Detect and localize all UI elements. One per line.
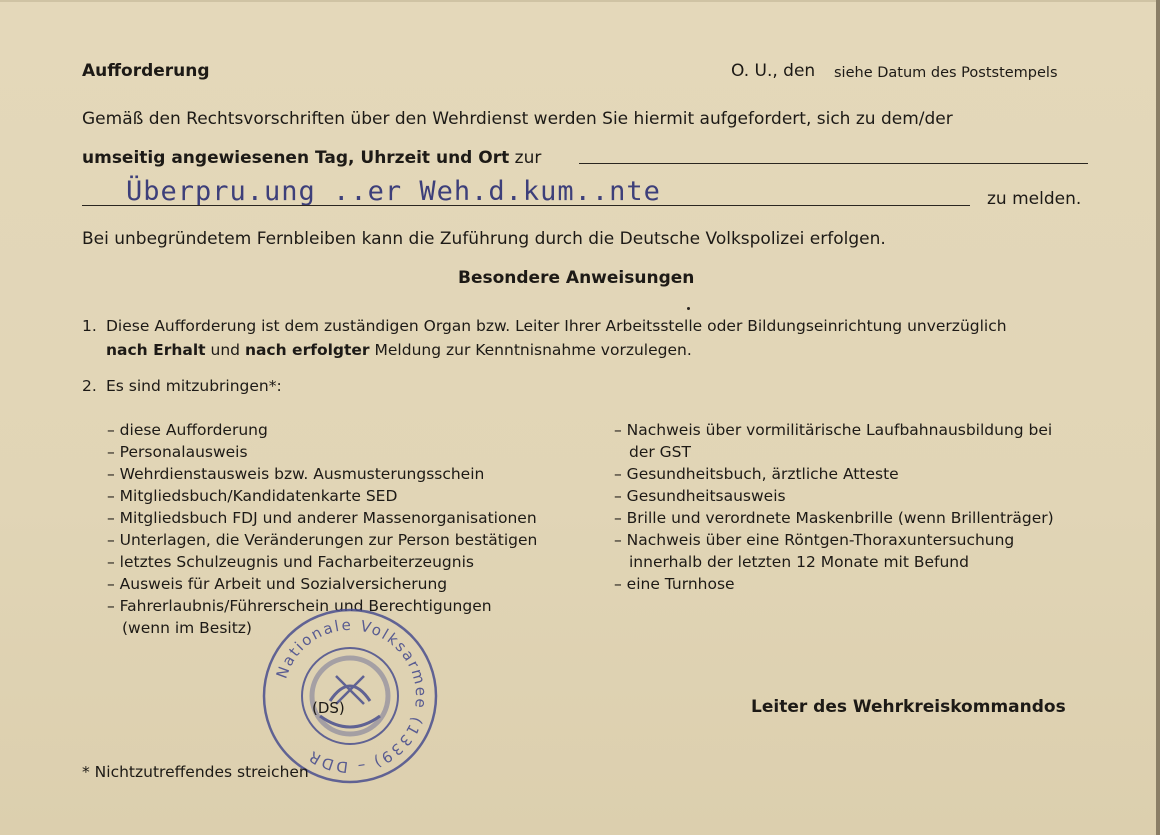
right-item: – Nachweis über eine Röntgen-Thoraxuntersuchung (614, 531, 1015, 549)
document-title: Aufforderung (82, 61, 210, 81)
right-item: – Gesundheitsausweis (614, 487, 786, 505)
fill-line-place (579, 163, 1088, 164)
right-item: – Brille und verordnete Maskenbrille (wenn Brillenträger) (614, 509, 1054, 527)
footnote: * Nichtzutreffendes streichen (82, 763, 309, 781)
point-1-number: 1. (82, 317, 97, 335)
left-item: – Mitgliedsbuch/Kandidatenkarte SED (107, 487, 398, 505)
signature-title: Leiter des Wehrkreiskommandos (751, 697, 1066, 717)
point-1-bold-b: nach erfolgter (244, 341, 370, 359)
point-1-line-1: Diese Aufforderung ist dem zuständigen Organ bzw. Leiter Ihrer Arbeitsstelle oder Bildungseinrichtung unverzüglich (106, 317, 1007, 335)
right-item-continuation: innerhalb der letzten 12 Monate mit Befund (629, 553, 969, 571)
point-1-mid: und (210, 341, 240, 359)
left-item: – diese Aufforderung (107, 421, 268, 439)
left-item: – Mitgliedsbuch FDJ und anderer Massenorganisationen (107, 509, 537, 527)
svg-text:Nationale Volksarmee (1339) – (273, 616, 431, 776)
intro-line-4: Bei unbegründetem Fernbleiben kann die Zuführung durch die Deutsche Volkspolizei erfolgen. (82, 229, 886, 249)
point-2-number: 2. (82, 377, 97, 395)
left-item: – Fahrerlaubnis/Führerschein und Berechtigungen (107, 597, 492, 615)
intro-line-2 (82, 148, 541, 168)
point-1-bold-a: nach Erhalt (106, 341, 206, 359)
card-edge-top (0, 0, 1160, 2)
point-1-rest: Meldung zur Kenntnisnahme vorzulegen. (374, 341, 692, 359)
left-item: – Ausweis für Arbeit und Sozialversicherung (107, 575, 448, 593)
right-item: – Nachweis über vormilitärische Laufbahnausbildung bei (614, 421, 1053, 439)
left-item: – Personalausweis (107, 443, 248, 461)
seal-center-text: (DS) (312, 699, 345, 717)
point-1-line-2 (106, 340, 692, 360)
right-item: – Gesundheitsbuch, ärztliche Atteste (614, 465, 899, 483)
left-item: – Unterlagen, die Veränderungen zur Person bestätigen (107, 531, 538, 549)
right-item: – eine Turnhose (614, 575, 735, 593)
left-item-continuation: (wenn im Besitz) (122, 619, 252, 637)
fill-line-purpose (82, 205, 970, 206)
seal-ring-text: Nationale Volksarmee (1339) – DDR (272, 615, 431, 777)
intro-line-2-rest: zur (514, 148, 542, 168)
intro-line-2-bold: umseitig angewiesenen Tag, Uhrzeit und Ort (82, 148, 510, 168)
ink-dot (687, 307, 690, 310)
right-item-continuation: der GST (629, 443, 691, 461)
date-note: siehe Datum des Poststempels (834, 65, 1058, 81)
intro-line-1: Gemäß den Rechtsvorschriften über den Wehrdienst werden Sie hiermit aufgefordert, sich zu dem/der (82, 109, 953, 129)
card-edge-right (1156, 0, 1160, 835)
official-seal (260, 606, 440, 786)
left-item: – Wehrdienstausweis bzw. Ausmusterungsschein (107, 465, 485, 483)
point-2-label: Es sind mitzubringen*: (106, 377, 282, 395)
left-item: – letztes Schulzeugnis und Facharbeiterzeugnis (107, 553, 474, 571)
typed-purpose-stamp: Überpru.ung ..er Weh.d.kum..nte (126, 176, 661, 207)
section-title: Besondere Anweisungen (458, 268, 695, 288)
place-date-label: O. U., den (731, 61, 816, 81)
report-suffix: zu melden. (987, 189, 1082, 209)
